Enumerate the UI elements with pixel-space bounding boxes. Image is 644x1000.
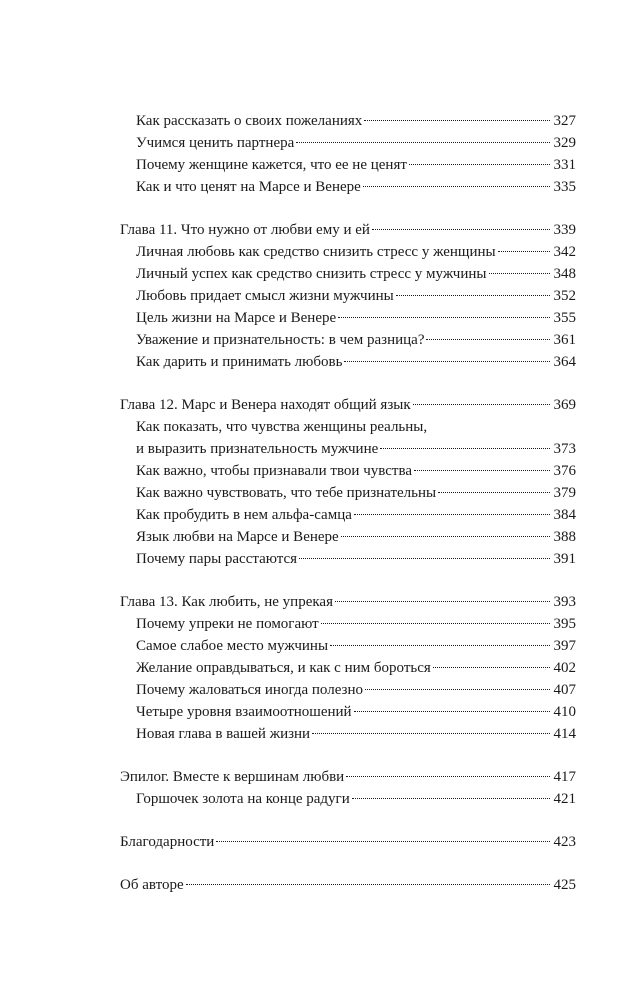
toc-entry-title: Самое слабое место мужчины bbox=[136, 638, 329, 654]
toc-entry-title: Как важно чувствовать, что тебе признательны bbox=[136, 485, 437, 501]
toc-entry bbox=[120, 526, 576, 548]
toc-entry-page: 364 bbox=[553, 354, 576, 370]
toc-entry-page: 376 bbox=[553, 463, 576, 479]
toc-leader-dots bbox=[498, 251, 550, 252]
toc-entry-page: 397 bbox=[553, 638, 576, 654]
toc-entry bbox=[120, 351, 576, 373]
toc-leader-dots bbox=[438, 492, 550, 493]
toc-chapter-heading bbox=[120, 831, 576, 853]
toc-section-continued bbox=[120, 110, 576, 198]
toc-entry-title: Четыре уровня взаимоотношений bbox=[136, 704, 352, 720]
toc-chapter-title: Благодарности bbox=[120, 834, 215, 850]
toc-leader-dots bbox=[296, 142, 550, 143]
toc-epilog bbox=[120, 766, 576, 810]
toc-chapter-heading bbox=[120, 219, 576, 241]
toc-leader-dots bbox=[354, 711, 550, 712]
toc-chapter-page: 393 bbox=[553, 594, 576, 610]
toc-entry-title: Как важно, чтобы признавали твои чувства bbox=[136, 463, 413, 479]
toc-leader-dots bbox=[344, 361, 550, 362]
toc-entry-page: 373 bbox=[553, 441, 576, 457]
toc-entry-page: 414 bbox=[553, 726, 576, 742]
toc-leader-dots bbox=[216, 841, 550, 842]
toc-leader-dots bbox=[186, 884, 550, 885]
toc-entry bbox=[120, 132, 576, 154]
toc-chapter-page: 339 bbox=[553, 222, 576, 238]
toc-entry-title: Горшочек золота на конце радуги bbox=[136, 791, 350, 807]
toc-chapter-title: Глава 11. Что нужно от любви ему и ей bbox=[120, 222, 370, 238]
toc-entry bbox=[120, 110, 576, 132]
toc-leader-dots bbox=[321, 623, 550, 624]
toc-chapter-heading bbox=[120, 394, 576, 416]
toc-entry bbox=[120, 701, 576, 723]
toc-entry-multiline bbox=[120, 416, 576, 460]
toc-entry bbox=[120, 635, 576, 657]
toc-chapter-12 bbox=[120, 394, 576, 570]
toc-leader-dots bbox=[396, 295, 550, 296]
toc-entry-page: 388 bbox=[553, 529, 576, 545]
toc-chapter-title: Глава 12. Марс и Венера находят общий язык bbox=[120, 397, 411, 413]
toc-entry bbox=[120, 285, 576, 307]
toc-leader-dots bbox=[338, 317, 550, 318]
toc-entry bbox=[120, 548, 576, 570]
toc-entry bbox=[120, 679, 576, 701]
toc-entry-title: Личный успех как средство снизить стресс у мужчины bbox=[136, 266, 487, 282]
toc-entry-title: Учимся ценить партнера bbox=[136, 135, 295, 151]
toc-entry-title: Почему жаловаться иногда полезно bbox=[136, 682, 363, 698]
toc-acknowledgements bbox=[120, 831, 576, 853]
toc-entry-title: Почему женщине кажется, что ее не ценят bbox=[136, 157, 407, 173]
toc-entry-title-line1: Как показать, что чувства женщины реальны, bbox=[136, 419, 428, 435]
toc-leader-dots bbox=[299, 558, 550, 559]
toc-leader-dots bbox=[364, 120, 550, 121]
toc-leader-dots bbox=[433, 667, 550, 668]
toc-leader-dots bbox=[352, 798, 550, 799]
toc-leader-dots bbox=[489, 273, 551, 274]
toc-entry-title: Как дарить и принимать любовь bbox=[136, 354, 343, 370]
toc-entry-title: Почему упреки не помогают bbox=[136, 616, 319, 632]
toc-entry bbox=[120, 504, 576, 526]
toc-leader-dots bbox=[335, 601, 550, 602]
toc-leader-dots bbox=[312, 733, 550, 734]
toc-chapter-title: Эпилог. Вместе к вершинам любви bbox=[120, 769, 345, 785]
toc-entry bbox=[120, 154, 576, 176]
toc-entry-title: Почему пары расстаются bbox=[136, 551, 298, 567]
toc-chapter-heading bbox=[120, 874, 576, 896]
toc-entry-title: Новая глава в вашей жизни bbox=[136, 726, 311, 742]
toc-entry bbox=[120, 723, 576, 745]
toc-about-author bbox=[120, 874, 576, 896]
toc-chapter-heading bbox=[120, 766, 576, 788]
toc-chapter-title: Об авторе bbox=[120, 877, 184, 893]
toc-entry bbox=[120, 263, 576, 285]
toc-entry-page: 355 bbox=[553, 310, 576, 326]
toc-entry-page: 335 bbox=[553, 179, 576, 195]
toc-entry bbox=[120, 307, 576, 329]
toc-entry bbox=[120, 176, 576, 198]
toc-entry-page: 342 bbox=[553, 244, 576, 260]
toc-leader-dots bbox=[365, 689, 550, 690]
toc-leader-dots bbox=[372, 229, 550, 230]
toc-entry bbox=[120, 482, 576, 504]
toc-entry bbox=[120, 657, 576, 679]
toc-entry-title: Как и что ценят на Марсе и Венере bbox=[136, 179, 361, 195]
toc-chapter-title: Глава 13. Как любить, не упрекая bbox=[120, 594, 333, 610]
toc-entry-page: 379 bbox=[553, 485, 576, 501]
toc-entry-page: 421 bbox=[553, 791, 576, 807]
toc-leader-dots bbox=[414, 470, 550, 471]
toc-entry-title: Язык любви на Марсе и Венере bbox=[136, 529, 339, 545]
toc-chapter-heading bbox=[120, 591, 576, 613]
toc-leader-dots bbox=[363, 186, 550, 187]
table-of-contents bbox=[120, 110, 576, 917]
toc-entry-title: Как рассказать о своих пожеланиях bbox=[136, 113, 363, 129]
toc-leader-dots bbox=[409, 164, 550, 165]
toc-entry-page: 361 bbox=[553, 332, 576, 348]
toc-entry bbox=[120, 788, 576, 810]
toc-entry bbox=[120, 329, 576, 351]
toc-entry-page: 348 bbox=[553, 266, 576, 282]
toc-leader-dots bbox=[346, 776, 550, 777]
toc-entry-page: 402 bbox=[553, 660, 576, 676]
toc-chapter-page: 417 bbox=[553, 769, 576, 785]
toc-entry-title: Любовь придает смысл жизни мужчины bbox=[136, 288, 394, 304]
toc-entry-title: Желание оправдываться, и как с ним бороться bbox=[136, 660, 431, 676]
toc-leader-dots bbox=[341, 536, 550, 537]
toc-entry bbox=[120, 613, 576, 635]
toc-entry-page: 391 bbox=[553, 551, 576, 567]
toc-entry-title: Цель жизни на Марсе и Венере bbox=[136, 310, 337, 326]
toc-entry-page: 395 bbox=[553, 616, 576, 632]
toc-entry bbox=[120, 460, 576, 482]
toc-entry-title: Как пробудить в нем альфа-самца bbox=[136, 507, 352, 523]
toc-entry-page: 331 bbox=[553, 157, 576, 173]
toc-entry-page: 327 bbox=[553, 113, 576, 129]
toc-entry-title-line2: и выразить признательность мужчине bbox=[136, 441, 379, 457]
toc-entry bbox=[120, 241, 576, 263]
toc-chapter-11 bbox=[120, 219, 576, 373]
toc-leader-dots bbox=[413, 404, 550, 405]
toc-chapter-page: 369 bbox=[553, 397, 576, 413]
toc-leader-dots bbox=[330, 645, 550, 646]
toc-entry-page: 410 bbox=[553, 704, 576, 720]
toc-entry-title: Уважение и признательность: в чем разница? bbox=[136, 332, 425, 348]
toc-leader-dots bbox=[426, 339, 550, 340]
toc-leader-dots bbox=[354, 514, 550, 515]
toc-entry-line2 bbox=[120, 438, 576, 460]
toc-entry-page: 352 bbox=[553, 288, 576, 304]
toc-entry-page: 329 bbox=[553, 135, 576, 151]
toc-entry-page: 384 bbox=[553, 507, 576, 523]
toc-chapter-page: 423 bbox=[553, 834, 576, 850]
toc-leader-dots bbox=[380, 448, 550, 449]
toc-chapter-13 bbox=[120, 591, 576, 745]
toc-entry-title: Личная любовь как средство снизить стресс у женщины bbox=[136, 244, 496, 260]
toc-entry-page: 407 bbox=[553, 682, 576, 698]
toc-chapter-page: 425 bbox=[553, 877, 576, 893]
